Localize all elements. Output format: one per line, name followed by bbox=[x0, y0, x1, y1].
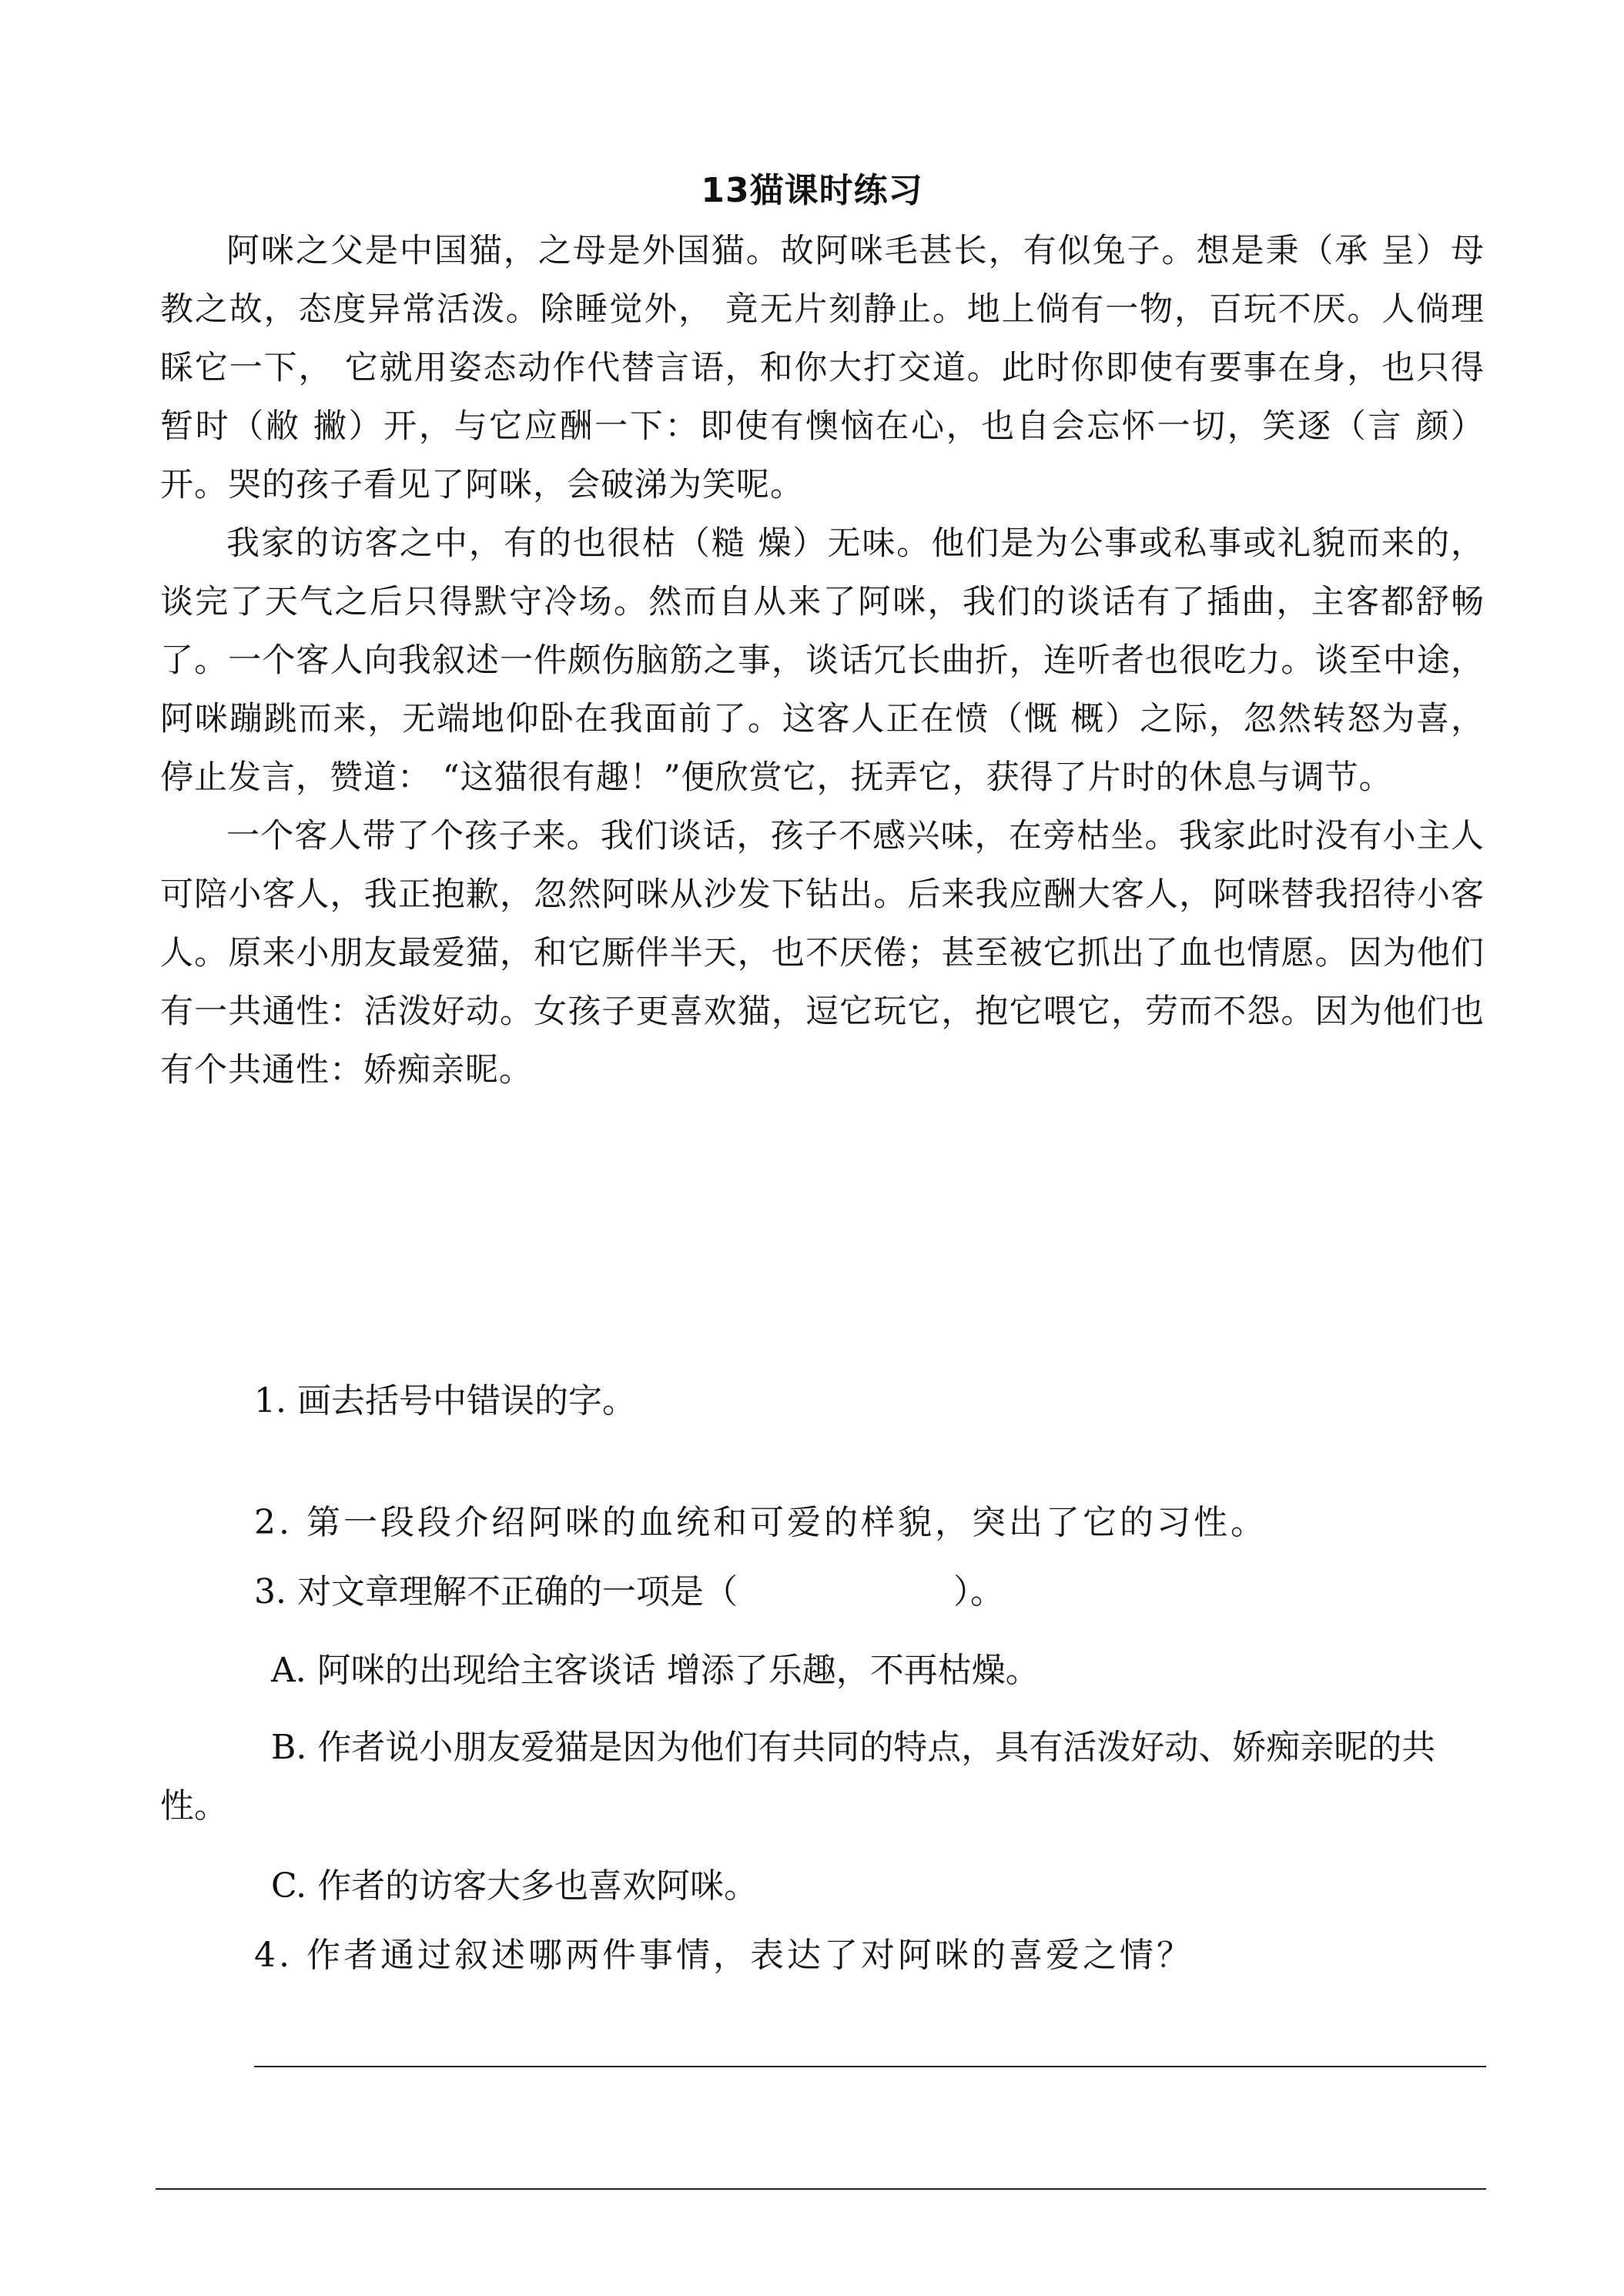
answer-line-1[interactable] bbox=[254, 2066, 1486, 2067]
passage-paragraph-1: 阿咪之父是中国猫，之母是外国猫。故阿咪毛甚长，有似兔子。想是秉（承 呈）母教之故，态度异常活泼。除睡觉外， 竟无片刻静止。地上倘有一物，百玩不厌。人倘理睬它一下， 它就用姿态动作代替言语，和你大打交道。此时你即使有要事在身，也只得暂时（敝 撇）开，与它应酬一下：即使有懊恼在心，也自会忘怀一切，笑逐（言 颜）开。哭的孩子看见了阿咪，会破涕为笑呢。 bbox=[160, 232, 1485, 504]
worksheet-title: 13猫课时练习 bbox=[701, 171, 923, 210]
answer-line-2[interactable] bbox=[156, 2188, 1486, 2190]
option-b: B. 作者说小朋友爱猫是因为他们有共同的特点，具有活泼好动、娇痴亲昵的共性。 bbox=[160, 1728, 1436, 1826]
option-c: C. 作者的访客大多也喜欢阿咪。 bbox=[271, 1866, 758, 1906]
question-4: 4. 作者通过叙述哪两件事情，表达了对阿咪的喜爱之情？ bbox=[254, 1936, 1194, 1975]
question-3-closing: ）。 bbox=[953, 1572, 1004, 1612]
passage-paragraph-3: 一个客人带了个孩子来。我们谈话，孩子不感兴味，在旁枯坐。我家此时没有小主人可陪小客人，我正抱歉，忽然阿咪从沙发下钻出。后来我应酬大客人，阿咪替我招待小客人。原来小朋友最爱猫，和它厮伴半天，也不厌倦；甚至被它抓出了血也情愿。因为他们有一共通性：活泼好动。女孩子更喜欢猫，逗它玩它，抱它喂它，劳而不怨。因为他们也有个共通性：娇痴亲昵。 bbox=[160, 817, 1485, 1089]
reading-passage bbox=[160, 222, 1485, 1099]
question-3-text: 3. 对文章理解不正确的一项是（ bbox=[254, 1572, 738, 1612]
question-2: 2. 第一段段介绍阿咪的血统和可爱的样貌，突出了它的习性。 bbox=[254, 1503, 1267, 1542]
option-a: A. 阿咪的出现给主客谈话 增添了乐趣，不再枯燥。 bbox=[271, 1651, 1040, 1690]
passage-paragraph-2: 我家的访客之中，有的也很枯（糙 燥）无味。他们是为公事或私事或礼貌而来的，谈完了天气之后只得默守冷场。然而自从来了阿咪，我们的谈话有了插曲，主客都舒畅了。一个客人向我叙述一件颇伤脑筋之事，谈话冗长曲折，连听者也很吃力。谈至中途，阿咪蹦跳而来，无端地仰卧在我面前了。这客人正在愤（慨 概）之际，忽然转怒为喜，停止发言，赞道： “这猫很有趣！”便欣赏它，抚弄它，获得了片时的休息与调节。 bbox=[160, 524, 1485, 797]
question-3 bbox=[254, 1563, 1486, 1622]
question-1: 1. 画去括号中错误的字。 bbox=[254, 1381, 636, 1421]
